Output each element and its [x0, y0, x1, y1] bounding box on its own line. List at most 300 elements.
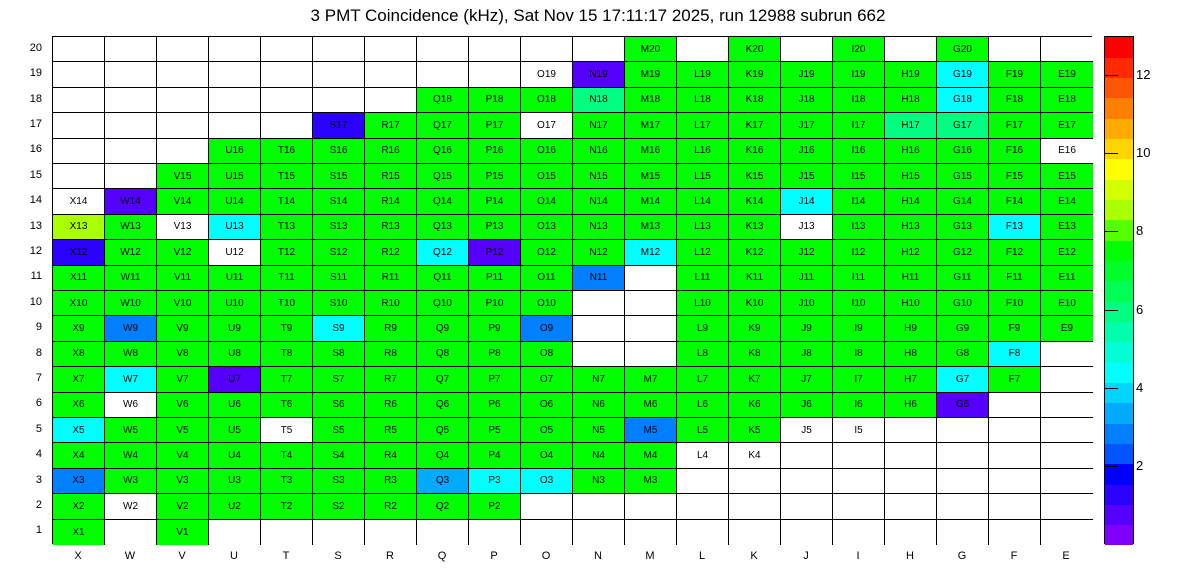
heatmap-cell: I18 — [833, 88, 885, 113]
colorbar-segment — [1105, 525, 1133, 546]
heatmap-cell: F18 — [989, 88, 1041, 113]
heatmap-cell: Q5 — [417, 418, 469, 443]
heatmap-cell — [677, 469, 729, 494]
colorbar-segment — [1105, 321, 1133, 342]
heatmap-cell: S14 — [313, 189, 365, 214]
heatmap-cell: V14 — [157, 189, 209, 214]
heatmap-cell: W3 — [105, 469, 157, 494]
heatmap-cell: P15 — [469, 164, 521, 189]
colorbar-segment — [1105, 281, 1133, 302]
heatmap-cell: I14 — [833, 189, 885, 214]
colorbar-tick-mark — [1104, 75, 1118, 76]
heatmap-cell: R8 — [365, 342, 417, 367]
heatmap-cell: H18 — [885, 88, 937, 113]
colorbar-segment — [1105, 342, 1133, 363]
x-axis-tick-label: N — [594, 550, 602, 562]
heatmap-cell — [885, 418, 937, 443]
heatmap-cell: O17 — [521, 113, 573, 138]
colorbar-tick-label: 12 — [1136, 67, 1151, 83]
y-axis-tick-label: 20 — [29, 41, 42, 54]
heatmap-cell: T15 — [261, 164, 313, 189]
x-axis-tick-label: U — [230, 550, 238, 562]
x-axis-tick-label: I — [856, 550, 860, 562]
heatmap-cell: S8 — [313, 342, 365, 367]
heatmap-cell: T10 — [261, 291, 313, 316]
heatmap-cell: E17 — [1041, 113, 1093, 138]
heatmap-cell: P4 — [469, 443, 521, 468]
heatmap-cell: G12 — [937, 240, 989, 265]
heatmap-cell: Q8 — [417, 342, 469, 367]
heatmap-plot — [52, 36, 1092, 544]
y-axis-tick-label: 1 — [35, 524, 42, 537]
heatmap-cell — [937, 443, 989, 468]
heatmap-cell — [573, 494, 625, 519]
heatmap-cell: W14 — [105, 189, 157, 214]
heatmap-cell: M3 — [625, 469, 677, 494]
heatmap-cell — [365, 62, 417, 87]
heatmap-cell: P7 — [469, 367, 521, 392]
heatmap-cell — [417, 37, 469, 62]
heatmap-cell: P12 — [469, 240, 521, 265]
heatmap-cell: X9 — [53, 316, 105, 341]
heatmap-cell — [989, 418, 1041, 443]
heatmap-cell: S11 — [313, 266, 365, 291]
heatmap-cell: M17 — [625, 113, 677, 138]
x-axis-tick-label: X — [74, 550, 82, 562]
heatmap-cell — [833, 520, 885, 545]
colorbar-segment — [1105, 78, 1133, 99]
heatmap-cell: T11 — [261, 266, 313, 291]
heatmap-cell: I5 — [833, 418, 885, 443]
y-axis-tick-label: 3 — [35, 473, 42, 486]
heatmap-cell — [105, 164, 157, 189]
heatmap-cell: L4 — [677, 443, 729, 468]
heatmap-cell: L16 — [677, 139, 729, 164]
heatmap-cell: I20 — [833, 37, 885, 62]
heatmap-cell: P11 — [469, 266, 521, 291]
heatmap-cell: X3 — [53, 469, 105, 494]
heatmap-cell: R12 — [365, 240, 417, 265]
heatmap-cell: E9 — [1041, 316, 1093, 341]
heatmap-cell: O7 — [521, 367, 573, 392]
heatmap-cell — [209, 37, 261, 62]
heatmap-cell: R15 — [365, 164, 417, 189]
heatmap-cell: X6 — [53, 393, 105, 418]
heatmap-cell — [313, 88, 365, 113]
heatmap-cell — [53, 88, 105, 113]
colorbar-segment — [1105, 139, 1133, 160]
heatmap-cell: Q15 — [417, 164, 469, 189]
heatmap-cell: R14 — [365, 189, 417, 214]
heatmap-cell — [1041, 37, 1093, 62]
heatmap-cell — [157, 62, 209, 87]
heatmap-cell: X14 — [53, 189, 105, 214]
heatmap-cell: V8 — [157, 342, 209, 367]
heatmap-cell: X2 — [53, 494, 105, 519]
heatmap-cell — [469, 520, 521, 545]
heatmap-cell: E12 — [1041, 240, 1093, 265]
heatmap-cell: S3 — [313, 469, 365, 494]
x-axis-tick-label: E — [1062, 550, 1070, 562]
heatmap-cell: I12 — [833, 240, 885, 265]
heatmap-cell: P3 — [469, 469, 521, 494]
heatmap-cell: N17 — [573, 113, 625, 138]
heatmap-cell — [989, 469, 1041, 494]
x-axis-tick-label: S — [334, 550, 342, 562]
heatmap-cell: J11 — [781, 266, 833, 291]
heatmap-cell: L5 — [677, 418, 729, 443]
heatmap-cell: S15 — [313, 164, 365, 189]
heatmap-cell — [833, 469, 885, 494]
heatmap-cell: R7 — [365, 367, 417, 392]
heatmap-cell: M20 — [625, 37, 677, 62]
heatmap-cell: E18 — [1041, 88, 1093, 113]
heatmap-cell: J9 — [781, 316, 833, 341]
heatmap-cell: O15 — [521, 164, 573, 189]
heatmap-cell: H10 — [885, 291, 937, 316]
heatmap-cell: T7 — [261, 367, 313, 392]
heatmap-cell: M14 — [625, 189, 677, 214]
heatmap-cell: F9 — [989, 316, 1041, 341]
heatmap-cell: X8 — [53, 342, 105, 367]
heatmap-cell: K17 — [729, 113, 781, 138]
x-axis-tick-label: T — [282, 550, 290, 562]
heatmap-cell: G17 — [937, 113, 989, 138]
heatmap-cell: T9 — [261, 316, 313, 341]
heatmap-cell — [521, 37, 573, 62]
heatmap-cell — [677, 494, 729, 519]
heatmap-cell: L10 — [677, 291, 729, 316]
heatmap-cell: U4 — [209, 443, 261, 468]
heatmap-cell — [625, 342, 677, 367]
heatmap-cell: P9 — [469, 316, 521, 341]
heatmap-cell: H9 — [885, 316, 937, 341]
heatmap-cell — [157, 37, 209, 62]
heatmap-cell — [157, 88, 209, 113]
heatmap-cell: M19 — [625, 62, 677, 87]
heatmap-cell: T14 — [261, 189, 313, 214]
heatmap-cell: L17 — [677, 113, 729, 138]
heatmap-cell: X5 — [53, 418, 105, 443]
heatmap-cell: O14 — [521, 189, 573, 214]
heatmap-cell — [417, 62, 469, 87]
heatmap-cell — [781, 469, 833, 494]
heatmap-cell: O4 — [521, 443, 573, 468]
heatmap-cell — [365, 88, 417, 113]
heatmap-cell: P8 — [469, 342, 521, 367]
heatmap-cell: I6 — [833, 393, 885, 418]
heatmap-cell — [1041, 418, 1093, 443]
heatmap-cell: Q3 — [417, 469, 469, 494]
colorbar-segment — [1105, 403, 1133, 424]
heatmap-cell: U3 — [209, 469, 261, 494]
heatmap-cell: L19 — [677, 62, 729, 87]
heatmap-cell: J14 — [781, 189, 833, 214]
heatmap-cell: E13 — [1041, 215, 1093, 240]
heatmap-cell: X11 — [53, 266, 105, 291]
heatmap-cell: M12 — [625, 240, 677, 265]
y-axis-tick-label: 10 — [29, 295, 42, 308]
colorbar-segment — [1105, 179, 1133, 200]
heatmap-cell: K6 — [729, 393, 781, 418]
y-axis-tick-label: 2 — [35, 498, 42, 511]
heatmap-cell: L15 — [677, 164, 729, 189]
heatmap-cell: H7 — [885, 367, 937, 392]
heatmap-cell — [53, 113, 105, 138]
heatmap-cell: I13 — [833, 215, 885, 240]
y-axis-tick-label: 14 — [29, 194, 42, 207]
colorbar-segment — [1105, 240, 1133, 261]
colorbar-segment — [1105, 118, 1133, 139]
heatmap-cell: R17 — [365, 113, 417, 138]
heatmap-cell: X1 — [53, 520, 105, 545]
heatmap-cell: M6 — [625, 393, 677, 418]
heatmap-cell: N14 — [573, 189, 625, 214]
heatmap-cell: T6 — [261, 393, 313, 418]
heatmap-cell: L8 — [677, 342, 729, 367]
x-axis-tick-label: O — [541, 550, 551, 562]
x-axis-tick-label: H — [906, 550, 914, 562]
heatmap-cell: J12 — [781, 240, 833, 265]
heatmap-cell: U16 — [209, 139, 261, 164]
heatmap-cell: O6 — [521, 393, 573, 418]
heatmap-cell — [937, 520, 989, 545]
heatmap-cell — [157, 113, 209, 138]
heatmap-cell: W5 — [105, 418, 157, 443]
heatmap-cell — [573, 37, 625, 62]
heatmap-cell: X12 — [53, 240, 105, 265]
colorbar-segment — [1105, 261, 1133, 282]
heatmap-cell: P2 — [469, 494, 521, 519]
heatmap-cell: L12 — [677, 240, 729, 265]
heatmap-cell: M18 — [625, 88, 677, 113]
heatmap-cell: T3 — [261, 469, 313, 494]
heatmap-cell: H11 — [885, 266, 937, 291]
heatmap-cell — [313, 37, 365, 62]
heatmap-cell: J19 — [781, 62, 833, 87]
heatmap-cell: W8 — [105, 342, 157, 367]
heatmap-cell: P16 — [469, 139, 521, 164]
y-axis-tick-label: 16 — [29, 143, 42, 156]
heatmap-cell: K11 — [729, 266, 781, 291]
colorbar-segment — [1105, 98, 1133, 119]
heatmap-cell: F15 — [989, 164, 1041, 189]
heatmap-cell: W2 — [105, 494, 157, 519]
heatmap-cell: R11 — [365, 266, 417, 291]
colorbar-segment — [1105, 504, 1133, 525]
heatmap-cell: T4 — [261, 443, 313, 468]
heatmap-cell: O18 — [521, 88, 573, 113]
heatmap-cell: S13 — [313, 215, 365, 240]
heatmap-cell: Q10 — [417, 291, 469, 316]
heatmap-cell: F8 — [989, 342, 1041, 367]
heatmap-cell: S12 — [313, 240, 365, 265]
heatmap-cell: Q6 — [417, 393, 469, 418]
colorbar-tick-mark — [1104, 466, 1118, 467]
heatmap-cell: N6 — [573, 393, 625, 418]
heatmap-cell: X10 — [53, 291, 105, 316]
heatmap-cell — [781, 443, 833, 468]
heatmap-cell: G18 — [937, 88, 989, 113]
heatmap-cell: R5 — [365, 418, 417, 443]
heatmap-cell: W10 — [105, 291, 157, 316]
heatmap-cell: H8 — [885, 342, 937, 367]
heatmap-cell — [209, 520, 261, 545]
heatmap-cell: U14 — [209, 189, 261, 214]
heatmap-cell: R13 — [365, 215, 417, 240]
y-axis-tick-label: 5 — [35, 422, 42, 435]
heatmap-cell: N5 — [573, 418, 625, 443]
heatmap-cell: J17 — [781, 113, 833, 138]
heatmap-cell: U6 — [209, 393, 261, 418]
heatmap-cell: V15 — [157, 164, 209, 189]
heatmap-cell — [677, 37, 729, 62]
heatmap-cell — [573, 316, 625, 341]
heatmap-cell: V12 — [157, 240, 209, 265]
x-axis-tick-label: V — [178, 550, 186, 562]
heatmap-cell — [573, 342, 625, 367]
heatmap-cell: K5 — [729, 418, 781, 443]
heatmap-cell — [469, 37, 521, 62]
heatmap-grid — [52, 36, 1092, 544]
heatmap-cell: G16 — [937, 139, 989, 164]
heatmap-cell: U15 — [209, 164, 261, 189]
heatmap-cell: T8 — [261, 342, 313, 367]
heatmap-cell: U5 — [209, 418, 261, 443]
heatmap-cell: G13 — [937, 215, 989, 240]
heatmap-cell: Q16 — [417, 139, 469, 164]
heatmap-cell: W4 — [105, 443, 157, 468]
heatmap-cell: H15 — [885, 164, 937, 189]
heatmap-cell — [261, 37, 313, 62]
heatmap-cell: K9 — [729, 316, 781, 341]
heatmap-cell: N12 — [573, 240, 625, 265]
heatmap-cell: N3 — [573, 469, 625, 494]
heatmap-cell — [1041, 393, 1093, 418]
heatmap-cell: P5 — [469, 418, 521, 443]
heatmap-cell: T2 — [261, 494, 313, 519]
heatmap-cell: U11 — [209, 266, 261, 291]
colorbar-tick-label: 4 — [1136, 379, 1144, 395]
heatmap-cell: G9 — [937, 316, 989, 341]
heatmap-cell — [937, 469, 989, 494]
heatmap-cell: V6 — [157, 393, 209, 418]
heatmap-cell: U9 — [209, 316, 261, 341]
heatmap-cell: M15 — [625, 164, 677, 189]
heatmap-cell: E11 — [1041, 266, 1093, 291]
heatmap-cell: V9 — [157, 316, 209, 341]
heatmap-cell: J6 — [781, 393, 833, 418]
colorbar-segment — [1105, 37, 1133, 58]
heatmap-cell: S16 — [313, 139, 365, 164]
heatmap-cell — [573, 291, 625, 316]
heatmap-cell: M7 — [625, 367, 677, 392]
heatmap-cell — [105, 113, 157, 138]
heatmap-cell: W9 — [105, 316, 157, 341]
heatmap-cell: X4 — [53, 443, 105, 468]
heatmap-cell: S17 — [313, 113, 365, 138]
heatmap-cell: R3 — [365, 469, 417, 494]
heatmap-cell — [1041, 342, 1093, 367]
heatmap-cell: O10 — [521, 291, 573, 316]
heatmap-cell: O8 — [521, 342, 573, 367]
y-axis-tick-label: 7 — [35, 371, 42, 384]
x-axis-tick-label: L — [698, 550, 706, 562]
heatmap-cell — [261, 520, 313, 545]
heatmap-cell: R16 — [365, 139, 417, 164]
heatmap-cell — [885, 494, 937, 519]
heatmap-cell: Q2 — [417, 494, 469, 519]
x-axis-tick-label: Q — [437, 550, 447, 562]
heatmap-cell: M4 — [625, 443, 677, 468]
heatmap-cell: P10 — [469, 291, 521, 316]
colorbar-segment — [1105, 443, 1133, 464]
heatmap-cell: V3 — [157, 469, 209, 494]
heatmap-cell: G8 — [937, 342, 989, 367]
heatmap-cell: V4 — [157, 443, 209, 468]
colorbar-tick-label: 8 — [1136, 223, 1144, 239]
heatmap-cell — [625, 316, 677, 341]
heatmap-cell: O13 — [521, 215, 573, 240]
heatmap-cell — [53, 164, 105, 189]
heatmap-cell: H6 — [885, 393, 937, 418]
heatmap-cell — [729, 494, 781, 519]
x-axis-tick-label: W — [124, 550, 136, 562]
heatmap-cell: I7 — [833, 367, 885, 392]
heatmap-cell: Q18 — [417, 88, 469, 113]
y-axis-tick-label: 9 — [35, 321, 42, 334]
heatmap-cell: U10 — [209, 291, 261, 316]
heatmap-cell: J7 — [781, 367, 833, 392]
heatmap-cell — [989, 37, 1041, 62]
heatmap-cell — [781, 37, 833, 62]
heatmap-cell: L14 — [677, 189, 729, 214]
heatmap-cell: S6 — [313, 393, 365, 418]
heatmap-cell — [677, 520, 729, 545]
heatmap-cell: G7 — [937, 367, 989, 392]
y-axis-tick-label: 8 — [35, 346, 42, 359]
heatmap-cell — [781, 494, 833, 519]
heatmap-cell: V2 — [157, 494, 209, 519]
colorbar-segment — [1105, 200, 1133, 221]
heatmap-cell — [417, 520, 469, 545]
heatmap-cell: O9 — [521, 316, 573, 341]
heatmap-cell — [885, 37, 937, 62]
colorbar-tick-label: 6 — [1136, 301, 1144, 317]
heatmap-cell: Q12 — [417, 240, 469, 265]
heatmap-cell — [729, 469, 781, 494]
heatmap-cell: P14 — [469, 189, 521, 214]
heatmap-cell: N4 — [573, 443, 625, 468]
y-axis-tick-label: 12 — [29, 244, 42, 257]
heatmap-cell: U2 — [209, 494, 261, 519]
heatmap-cell — [729, 520, 781, 545]
heatmap-cell — [365, 37, 417, 62]
colorbar-tick-label: 2 — [1136, 457, 1144, 473]
heatmap-cell: K4 — [729, 443, 781, 468]
heatmap-cell: O16 — [521, 139, 573, 164]
heatmap-cell: P13 — [469, 215, 521, 240]
y-axis-tick-label: 19 — [29, 67, 42, 80]
heatmap-cell: I16 — [833, 139, 885, 164]
heatmap-cell: Q9 — [417, 316, 469, 341]
heatmap-cell: Q13 — [417, 215, 469, 240]
heatmap-cell: J18 — [781, 88, 833, 113]
heatmap-cell: F10 — [989, 291, 1041, 316]
heatmap-cell: K7 — [729, 367, 781, 392]
heatmap-cell: N18 — [573, 88, 625, 113]
heatmap-cell: F13 — [989, 215, 1041, 240]
